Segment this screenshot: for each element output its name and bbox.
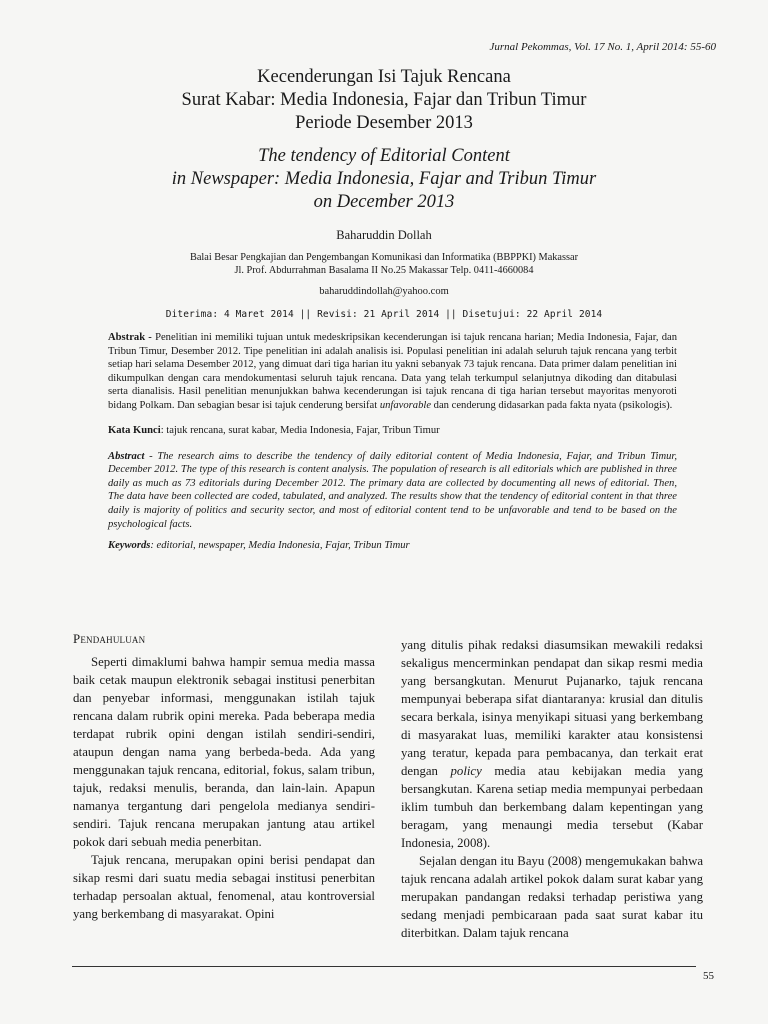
abstract-english: [108, 450, 677, 532]
abstrak-label: Abstrak -: [108, 332, 156, 343]
title-id-line: Periode Desember 2013: [295, 113, 473, 133]
title-english: [0, 145, 768, 214]
keywords-label: Keywords: [108, 540, 151, 552]
title-id-line: Surat Kabar: Media Indonesia, Fajar dan Tribun Timur: [181, 90, 587, 110]
body-paragraph: [401, 636, 703, 852]
abstrak-text: Penelitian ini memiliki tujuan untuk medeskripsikan kecenderungan isi tajuk rencana harian; Media Indonesia, Fajar, dan Tribun Timur, Desember 2012. Tipe penelitian ini adalah analisis isi. Populasi penelitian ini adalah seluruh tajuk rencana yang terbit setiap hari selama Desember 2012, yang dimuat dari tiga harian itu yakni sebanyak 73 tajuk rencana. Data primer dalam penelitian ini dikumpulkan dengan cara mendokumentasi seluruh tajuk rencana. Data yang telah terkumpul selanjutnya dikoding dan ditabulasi serta dianalisis. Hasil penelitian menunjukkan bahwa kecenderungan isi tajuk rencana di tiga harian tersebut mayoritas menyoroti bidang Polkam. Dan sebagian besar isi tajuk cenderung bersifat: [108, 332, 677, 411]
right-column: [401, 636, 703, 942]
title-block: [0, 66, 768, 320]
affiliation-line: Balai Besar Pengkajian dan Pengembangan Komunikasi dan Informatika (BBPPKI) Makassar: [189, 252, 579, 263]
abstrak: [108, 331, 677, 413]
author-name: Baharuddin Dollah: [336, 228, 432, 242]
body-paragraph: Seperti dimaklumi bahwa hampir semua media massa baik cetak maupun elektronik sebagai institusi penerbitan dan penyebar informasi, menggunakan istilah tajuk rencana dalam rubrik opini mereka. Pada beberapa media terdapat rubrik opini dengan istilah sendiri-sendiri, ataupun dengan nama yang berbeda-beda. Ada yang menggunakan tajuk rencana, editorial, fokus, salam tribun, tajuk, redaksi menulis, beranda, dan lain-lain. Apapun namanya tergantung dari pengelola medianya sendiri-sendiri. Tajuk rencana merupakan jantung atau artikel pokok dari sebuah media penerbitan.: [73, 655, 375, 849]
kata-kunci-label: Kata Kunci: [108, 424, 161, 436]
paragraph-emphasis: policy: [450, 764, 482, 778]
submission-dates: Diterima: 4 Maret 2014 || Revisi: 21 April 2014 || Disetujui: 22 April 2014: [165, 309, 603, 320]
body-paragraph: Tajuk rencana, merupakan opini berisi pendapat dan sikap resmi dari suatu media sebagai institusi penerbitan terhadap persoalan aktual, fenomenal, atau kontroversial yang berkembang di masyarakat. Opini: [73, 853, 375, 921]
left-column: [73, 630, 375, 923]
paragraph-text-end: media atau kebijakan media yang bersangkutan. Karena setiap media mempunyai perbedaan iklim tumbuh dan berkembang dalam kepentingan yang beragam, yang menaungi media tersebut (Kabar Indonesia, 2008).: [401, 764, 704, 850]
affiliation: [0, 251, 768, 277]
abstract-label: Abstract: [108, 450, 145, 462]
title-en-line: on December 2013: [313, 192, 455, 212]
keywords-text: : editorial, newspaper, Media Indonesia, Fajar, Tribun Timur: [150, 540, 410, 552]
paragraph-text: yang ditulis pihak redaksi diasumsikan mewakili redaksi sekaligus mencerminkan pendapat dan sikap resmi media yang bersangkutan. Menurut Pujanarko, tajuk rencana mempunyai beberapa sifat diantaranya: krusial dan ditulis secara berkala, isinya menyikapi situasi yang berkembang di masyarakat luas, memiliki karakter atau konsistensi yang teratur, kepada para pembacanya, dan terkait erat dengan: [401, 638, 703, 778]
abstrak-emphasis: unfavorable: [379, 399, 432, 411]
page-number: 55: [703, 970, 714, 982]
section-heading: Pendahuluan: [73, 632, 146, 646]
keywords: [108, 540, 677, 551]
author-email: baharuddindollah@yahoo.com: [319, 286, 449, 297]
kata-kunci: [108, 425, 677, 436]
body-paragraph: Sejalan dengan itu Bayu (2008) mengemukakan bahwa tajuk rencana adalah artikel pokok dalam surat kabar yang merupakan pandangan redaksi terhadap peristiwa yang sedang menjadi pembicaraan pada saat surat kabar itu diterbitkan. Dalam tajuk rencana: [401, 854, 703, 940]
title-indonesian: [0, 66, 768, 135]
footer-rule: [72, 966, 696, 967]
title-id-line: Kecenderungan Isi Tajuk Rencana: [257, 67, 511, 87]
kata-kunci-text: : tajuk rencana, surat kabar, Media Indonesia, Fajar, Tribun Timur: [160, 424, 440, 436]
abstract-block: [108, 331, 677, 551]
abstrak-text-end: dan cenderung didasarkan pada fakta nyata (psikologis).: [431, 399, 673, 411]
title-en-line: in Newspaper: Media Indonesia, Fajar and Tribun Timur: [171, 169, 597, 189]
abstract-text: - The research aims to describe the tendency of daily editorial content of Media Indonesia, Fajar, and Tribun Timur, December 2012. The type of this research is content analysis. The population of research is all editorials which are published in three daily as much as 73 editorials during December 2012. The primary data are collected by documenting all news of editorial. Then, The data have been collected are coded, tabulated, and analyzed. The results show that the tendency of editorial content in that three daily is majority of politics and security sector, and most of editorial content tend to be unfavorable and tend to be based on the psychological facts.: [108, 450, 677, 530]
affiliation-line: Jl. Prof. Abdurrahman Basalama II No.25 Makassar Telp. 0411-4660084: [234, 265, 534, 276]
title-en-line: The tendency of Editorial Content: [258, 146, 510, 166]
running-head: Jurnal Pekommas, Vol. 17 No. 1, April 2014: 55-60: [489, 41, 716, 53]
